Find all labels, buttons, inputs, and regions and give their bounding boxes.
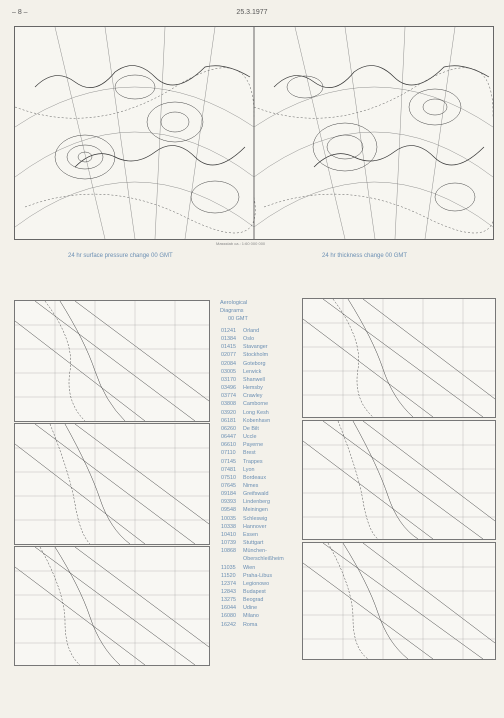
station-name: Lerwick bbox=[243, 368, 262, 375]
station-name: Legionowo bbox=[243, 580, 270, 587]
weather-maps bbox=[14, 26, 494, 240]
station-id: 06447 bbox=[221, 434, 236, 441]
station-name: Bordeaux bbox=[243, 474, 267, 481]
station-row bbox=[221, 400, 284, 408]
station-id: 07510 bbox=[221, 474, 236, 481]
aerological-diagram-4 bbox=[302, 298, 496, 418]
station-id: 03808 bbox=[221, 401, 236, 408]
station-name: Milano bbox=[243, 613, 259, 620]
station-row bbox=[221, 425, 284, 433]
station-id: 07145 bbox=[221, 458, 236, 465]
station-id: 10410 bbox=[221, 531, 236, 538]
station-name: Praha-Libus bbox=[243, 572, 273, 579]
station-row bbox=[221, 621, 284, 629]
station-row bbox=[221, 466, 284, 474]
station-name: Udine bbox=[243, 605, 258, 612]
station-row bbox=[221, 580, 284, 588]
station-name: Roma bbox=[243, 621, 258, 628]
station-id: 10868 bbox=[221, 548, 236, 555]
station-id: 03920 bbox=[221, 409, 236, 416]
station-name: München- bbox=[243, 548, 267, 555]
station-row bbox=[221, 539, 284, 547]
station-row bbox=[221, 433, 284, 441]
station-row bbox=[221, 612, 284, 620]
station-row bbox=[221, 547, 284, 555]
station-row bbox=[221, 588, 284, 596]
station-name: Goteborg bbox=[243, 360, 266, 367]
station-row bbox=[221, 360, 284, 368]
station-row bbox=[221, 417, 284, 425]
aerological-title-3: 00 GMT bbox=[228, 316, 248, 322]
station-list bbox=[221, 327, 284, 629]
station-id: 06260 bbox=[221, 425, 236, 432]
station-row bbox=[221, 376, 284, 384]
station-name: Hemsby bbox=[243, 385, 263, 392]
station-name: Brest bbox=[243, 450, 256, 457]
station-row bbox=[221, 335, 284, 343]
station-id: 10338 bbox=[221, 523, 236, 530]
station-name: Payerne bbox=[243, 442, 264, 449]
station-row bbox=[221, 523, 284, 531]
station-row bbox=[221, 531, 284, 539]
station-name: De Bilt bbox=[243, 425, 259, 432]
station-id: 10035 bbox=[221, 515, 236, 522]
station-name: Greifswald bbox=[243, 491, 269, 498]
caption-thickness: 24 hr thickness change 00 GMT bbox=[322, 253, 408, 259]
station-row bbox=[221, 327, 284, 335]
station-id: 11035 bbox=[221, 564, 236, 571]
station-id: 12843 bbox=[221, 589, 236, 595]
aerological-diagram-5 bbox=[302, 420, 496, 540]
station-id: 03496 bbox=[221, 385, 236, 392]
station-id: 03005 bbox=[221, 368, 236, 375]
date-header: 25.3.1977 bbox=[236, 9, 268, 16]
station-id: 01241 bbox=[221, 328, 236, 334]
station-id: 09393 bbox=[221, 499, 236, 506]
station-id: 16044 bbox=[221, 605, 236, 612]
aerological-diagram-2 bbox=[14, 423, 210, 545]
station-row bbox=[221, 458, 284, 466]
station-name: Long Kesh bbox=[243, 409, 269, 416]
station-id: 11520 bbox=[221, 572, 236, 579]
station-id: 07481 bbox=[221, 466, 236, 473]
caption-surface-pressure: 24 hr surface pressure change 00 GMT bbox=[68, 253, 173, 259]
station-name: Shanwell bbox=[243, 376, 265, 383]
page-number: – 8 – bbox=[12, 9, 28, 16]
aerological-diagram-6 bbox=[302, 542, 496, 660]
station-row bbox=[221, 506, 284, 514]
station-name: Stavanger bbox=[243, 344, 268, 351]
station-row bbox=[221, 474, 284, 482]
station-id: 06610 bbox=[221, 442, 236, 449]
station-name: Stockholm bbox=[243, 352, 269, 359]
map-drawing bbox=[15, 27, 493, 239]
station-name: Essen bbox=[243, 531, 258, 538]
station-row bbox=[221, 572, 284, 580]
aerological-heading bbox=[220, 299, 248, 323]
station-name: Lindenberg bbox=[243, 499, 270, 506]
station-name: Stuttgart bbox=[243, 540, 264, 547]
station-id: 09184 bbox=[221, 491, 236, 498]
station-name: Meiningen bbox=[243, 507, 268, 514]
station-id: 07645 bbox=[221, 482, 236, 489]
station-row bbox=[221, 490, 284, 498]
station-name: Kobenhavn bbox=[243, 417, 271, 424]
station-id: 06181 bbox=[221, 417, 236, 424]
station-row bbox=[221, 384, 284, 392]
station-name: Wien bbox=[243, 564, 256, 571]
station-id: 09548 bbox=[221, 507, 236, 514]
station-id: 01415 bbox=[221, 344, 236, 351]
map-scale: Massstab ca.: 1:60 000 000 bbox=[216, 241, 266, 246]
station-row bbox=[221, 409, 284, 417]
station-name: Hannover bbox=[243, 523, 267, 530]
station-row bbox=[221, 368, 284, 376]
station-name: Camborne bbox=[243, 401, 269, 408]
station-name: Oberschleißheim bbox=[243, 556, 284, 563]
station-row bbox=[221, 604, 284, 612]
station-id bbox=[221, 555, 243, 563]
station-name: Beograd bbox=[243, 597, 264, 604]
station-name: Nimes bbox=[243, 482, 259, 489]
station-name: Schleswig bbox=[243, 515, 268, 522]
station-name: Lyon bbox=[243, 466, 255, 473]
station-name: Trappes bbox=[243, 458, 263, 465]
station-id: 10739 bbox=[221, 540, 236, 547]
aerological-diagram-1 bbox=[14, 300, 210, 422]
station-name: Uccle bbox=[243, 434, 257, 441]
station-row bbox=[221, 596, 284, 604]
station-id: 01384 bbox=[221, 336, 236, 343]
station-id: 12374 bbox=[221, 580, 236, 587]
station-row bbox=[221, 449, 284, 457]
station-row bbox=[221, 555, 284, 563]
station-row bbox=[221, 564, 284, 572]
station-id: 16080 bbox=[221, 613, 236, 620]
station-row bbox=[221, 498, 284, 506]
station-row bbox=[221, 482, 284, 490]
station-name: Oslo bbox=[243, 336, 255, 343]
station-row bbox=[221, 351, 284, 359]
station-row bbox=[221, 515, 284, 523]
aerological-title-2: Diagrams bbox=[220, 308, 244, 314]
station-name: Crawley bbox=[243, 393, 263, 400]
station-id: 16242 bbox=[221, 621, 236, 628]
station-id: 02077 bbox=[221, 352, 236, 359]
station-name: Orland bbox=[243, 328, 260, 334]
station-id: 02084 bbox=[221, 360, 236, 367]
station-row bbox=[221, 343, 284, 351]
station-row bbox=[221, 441, 284, 449]
aerological-diagram-3 bbox=[14, 546, 210, 666]
station-id: 03774 bbox=[221, 393, 236, 400]
station-id: 07110 bbox=[221, 450, 236, 457]
station-id: 03170 bbox=[221, 376, 236, 383]
station-id: 13275 bbox=[221, 597, 236, 604]
station-name: Budapest bbox=[243, 589, 266, 595]
aerological-title-1: Aerological bbox=[220, 300, 248, 306]
station-row bbox=[221, 392, 284, 400]
